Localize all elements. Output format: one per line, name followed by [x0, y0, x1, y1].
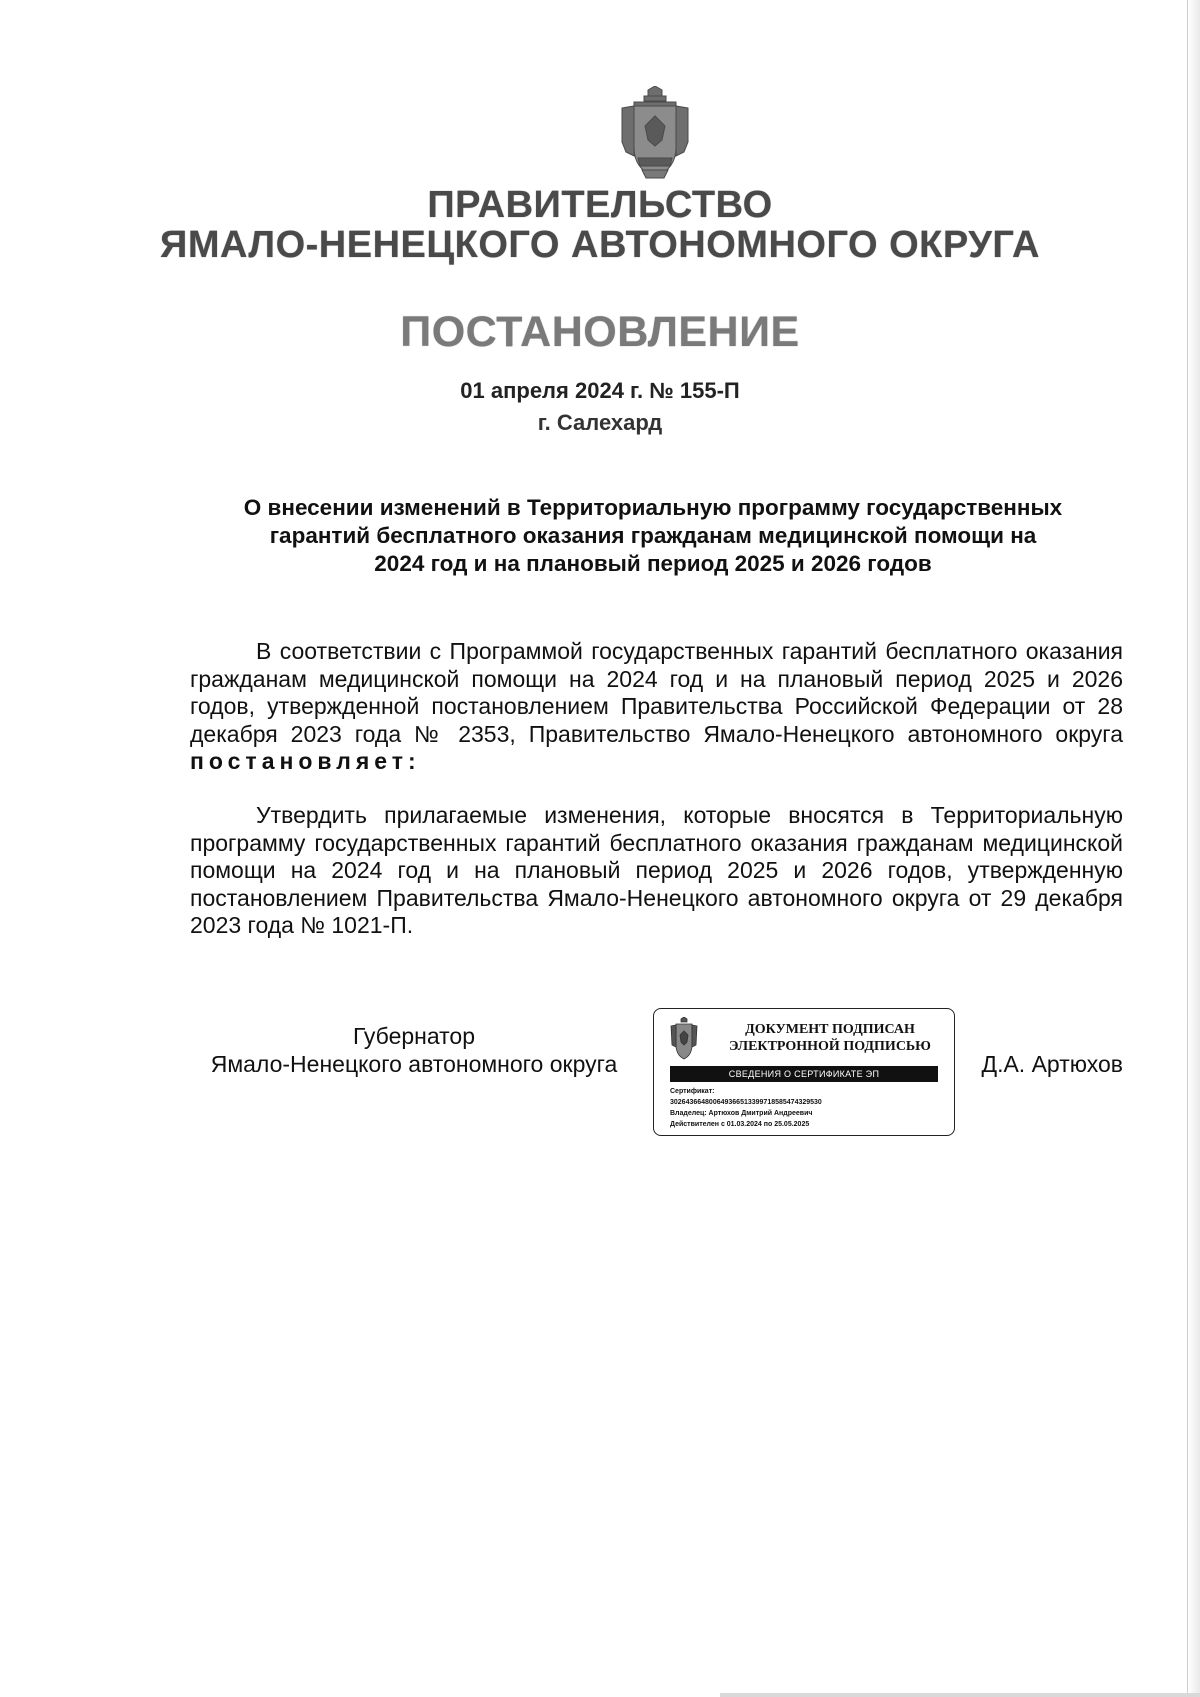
stamp-title-line2: ЭЛЕКТРОННОЙ ПОДПИСЬЮ — [729, 1039, 931, 1054]
government-name-line2: ЯМАЛО-НЕНЕЦКОГО АВТОНОМНОГО ОКРУГА — [160, 224, 1040, 266]
preamble-text: В соответствии с Программой государственных гарантий бесплатного оказания гражданам медицинской помощи на 2024 год и на плановый период 2025 и 2026 годов, утвержденной постановлением Правительства Российской Федерации от 28 декабря 2023 года № 2353, Правительство Ямало-Ненецкого автономного округа — [190, 638, 1123, 747]
page-bottom-edge — [720, 1693, 1200, 1697]
stamp-owner: Владелец: Артюхов Дмитрий Андреевич — [670, 1110, 813, 1117]
signer-position-line2: Ямало-Ненецкого автономного округа — [210, 1051, 618, 1077]
stamp-validity: Действителен с 01.03.2024 по 25.05.2025 — [670, 1121, 810, 1128]
signer-position — [190, 1022, 638, 1078]
signer-name: Д.А. Артюхов — [981, 1051, 1123, 1077]
stamp-certificate-label: Сертификат: — [670, 1088, 715, 1095]
subject-line2: гарантий бесплатного оказания гражданам медицинской помощи на — [269, 523, 1037, 548]
document-subject — [188, 494, 1118, 578]
subject-line3: 2024 год и на плановый период 2025 и 2026 годов — [374, 551, 932, 576]
stamp-certificate-bar: СВЕДЕНИЯ О СЕРТИФИКАТЕ ЭП — [670, 1066, 938, 1082]
electronic-signature-stamp — [653, 1008, 955, 1136]
paragraph-resolution — [190, 802, 1123, 940]
coat-of-arms-icon — [618, 86, 692, 182]
signer-position-line1: Губернатор — [352, 1023, 476, 1049]
resolves-word: постановляет: — [190, 748, 421, 774]
subject-line1: О внесении изменений в Территориальную программу государственных — [243, 495, 1063, 520]
paragraph-preamble — [190, 638, 1123, 776]
stamp-details — [670, 1086, 946, 1130]
stamp-title — [714, 1021, 946, 1055]
document-type: ПОСТАНОВЛЕНИЕ — [400, 308, 800, 356]
document-city: г. Салехард — [537, 410, 663, 435]
government-name-line1: ПРАВИТЕЛЬСТВО — [427, 184, 773, 226]
stamp-certificate-number: 302643664800649366513399718585474329530 — [670, 1099, 822, 1106]
stamp-title-line1: ДОКУМЕНТ ПОДПИСАН — [745, 1022, 915, 1037]
resolution-text: Утвердить прилагаемые изменения, которые вносятся в Территориальную программу государственных гарантий бесплатного оказания гражданам медицинской помощи на 2024 год и на плановый период 2025 и 2026 годов, утвержденную постановлением Правительства Ямало-Ненецкого автономного округа от 29 декабря 2023 года № 1021-П. — [190, 802, 1123, 938]
document-date-number: 01 апреля 2024 г. № 155-П — [460, 378, 740, 403]
coat-of-arms-small-icon — [670, 1017, 698, 1063]
